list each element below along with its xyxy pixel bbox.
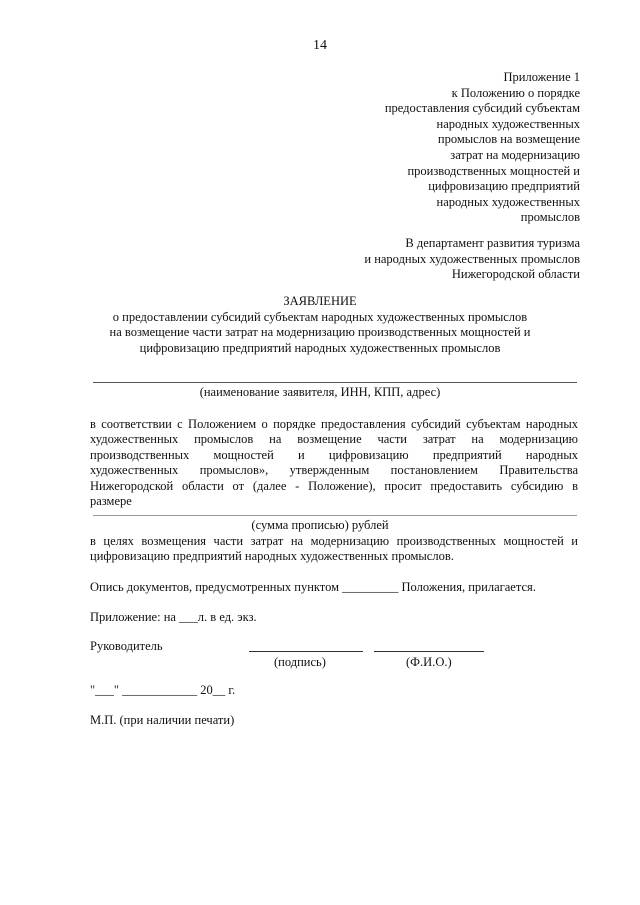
body-line: художественных промыслов», утвержденным постановлением Правительства xyxy=(90,463,578,478)
appendix-line: промыслов xyxy=(520,210,580,225)
subtitle-line: о предоставлении субсидий субъектам народных художественных промыслов xyxy=(112,309,528,324)
appendix-line: народных художественных xyxy=(436,116,580,131)
body-line: размере xyxy=(90,494,132,509)
applicant-caption: (наименование заявителя, ИНН, КПП, адрес) xyxy=(199,385,441,399)
addressee-line: и народных художественных промыслов xyxy=(364,251,580,266)
attachment-line: Приложение: на ___л. в ед. экз. xyxy=(90,610,257,624)
appendix-line: цифровизацию предприятий xyxy=(428,179,580,194)
documents-line: Опись документов, предусмотренных пунктом _________ Положения, прилагается. xyxy=(90,580,536,594)
document-title-block xyxy=(60,294,580,356)
appendix-line: Приложение 1 xyxy=(503,70,580,84)
purpose-paragraph xyxy=(90,534,578,565)
purpose-line: в целях возмещения части затрат на модернизацию производственных мощностей и xyxy=(90,534,578,548)
subtitle-line: цифровизацию предприятий народных художественных промыслов xyxy=(139,340,501,355)
amount-field-line xyxy=(93,515,577,516)
body-line: производственных мощностей и цифровизацию предприятий народных xyxy=(90,447,578,462)
name-line xyxy=(374,651,484,652)
addressee-block xyxy=(364,236,580,283)
appendix-header xyxy=(385,70,580,226)
appendix-line: производственных мощностей и xyxy=(407,163,580,178)
stamp-line: М.П. (при наличии печати) xyxy=(90,713,235,727)
date-line: "___" ____________ 20__ г. xyxy=(90,683,236,697)
body-line: художественных промыслов на возмещение части затрат на модернизацию xyxy=(90,432,578,447)
appendix-line: промыслов на возмещение xyxy=(437,132,580,147)
signature-caption: (подпись) xyxy=(274,655,326,669)
appendix-line: к Положению о порядке xyxy=(451,85,580,100)
body-line: в соответствии с Положением о порядке предоставления субсидий субъектам народных xyxy=(90,417,578,431)
appendix-line: народных художественных xyxy=(436,194,580,209)
subtitle-line: на возмещение части затрат на модернизацию производственных мощностей и xyxy=(109,325,531,340)
page-number: 14 xyxy=(313,38,327,53)
document-title: ЗАЯВЛЕНИЕ xyxy=(283,294,357,308)
appendix-line: затрат на модернизацию xyxy=(450,147,580,162)
amount-caption: (сумма прописью) рублей xyxy=(251,518,389,532)
signature-line xyxy=(249,651,363,652)
body-line: Нижегородской области от (далее - Положение), просит предоставить субсидию в xyxy=(90,478,578,493)
appendix-line: предоставления субсидий субъектам xyxy=(384,101,580,116)
name-caption: (Ф.И.О.) xyxy=(406,655,452,669)
purpose-line: цифровизацию предприятий народных художественных промыслов. xyxy=(90,549,454,564)
signatory-role: Руководитель xyxy=(90,639,163,653)
applicant-field-line xyxy=(93,382,577,383)
body-paragraph xyxy=(90,417,578,509)
addressee-line: В департамент развития туризма xyxy=(405,236,580,250)
addressee-line: Нижегородской области xyxy=(451,267,580,282)
